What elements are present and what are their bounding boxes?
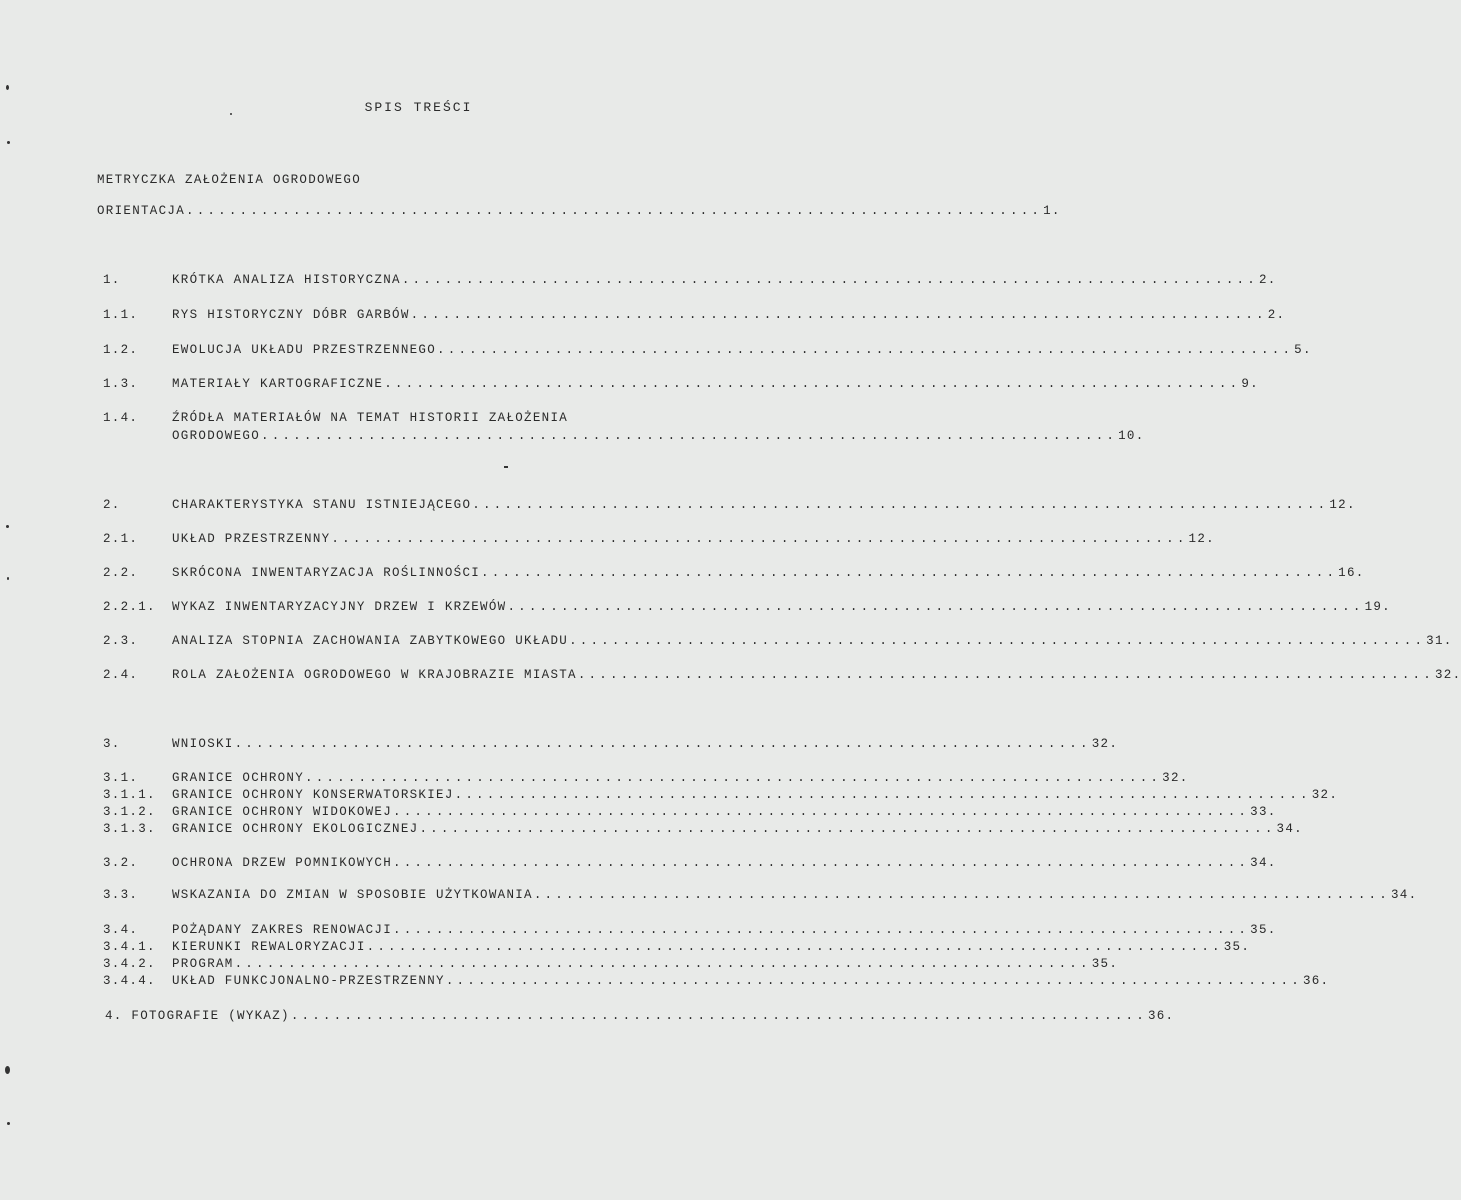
toc-number: 2.3. — [103, 634, 139, 648]
toc-number: 3.4. — [103, 923, 139, 937]
toc-leader-dots: ................................................................................ — [261, 429, 1118, 443]
toc-leader-dots: ................................................................................ — [186, 204, 1043, 218]
toc-label: ANALIZA STOPNIA ZACHOWANIA ZABYTKOWEGO UKŁADU — [172, 634, 569, 648]
toc-label: CHARAKTERYSTYKA STANU ISTNIEJĄCEGO — [172, 498, 472, 512]
toc-leader-dots: ................................................................................ — [393, 923, 1250, 937]
toc-page-number: 2. — [1267, 308, 1286, 322]
toc-entry — [172, 633, 1453, 649]
toc-number: 3.3. — [103, 888, 139, 902]
toc-page-number: 9. — [1241, 377, 1259, 391]
toc-page-number: 31. — [1426, 634, 1453, 648]
toc-number: 2.1. — [103, 532, 139, 546]
toc-number: 3.4.1. — [103, 940, 156, 954]
toc-label: EWOLUCJA UKŁADU PRZESTRZENNEGO — [172, 343, 437, 357]
toc-number: 3.4.2. — [103, 957, 156, 971]
toc-entry — [172, 787, 1339, 803]
toc-label: KIERUNKI REWALORYZACJI — [172, 940, 366, 954]
scan-speck — [7, 1122, 10, 1125]
toc-label: WNIOSKI — [172, 737, 234, 751]
toc-page-number: 36. — [1302, 974, 1330, 988]
toc-leader-dots: ................................................................................ — [437, 343, 1294, 357]
toc-page-number: 12. — [1188, 532, 1215, 546]
toc-leader-dots: ................................................................................ — [393, 856, 1250, 870]
toc-page-number: 32. — [1434, 668, 1461, 682]
toc-entry — [172, 770, 1189, 786]
toc-label: UKŁAD FUNKCJONALNO-PRZESTRZENNY — [172, 974, 445, 988]
toc-label: PROGRAM — [172, 957, 234, 971]
toc-entry — [172, 428, 1145, 444]
scan-speck — [7, 577, 9, 580]
toc-label: POŻĄDANY ZAKRES RENOWACJI — [172, 923, 393, 937]
toc-number: 2.2. — [103, 566, 139, 580]
toc-label-continued: OGRODOWEGO — [172, 429, 261, 443]
toc-entry — [172, 922, 1277, 938]
toc-leader-dots: ................................................................................ — [472, 498, 1329, 512]
toc-number: 3. — [103, 737, 121, 751]
toc-leader-dots: ................................................................................ — [569, 634, 1426, 648]
toc-entry — [172, 497, 1356, 513]
toc-page-number: 32. — [1091, 737, 1119, 751]
toc-label: SKRÓCONA INWENTARYZACJA ROŚLINNOŚCI — [172, 566, 481, 580]
toc-page-number: 34. — [1250, 856, 1277, 870]
toc-page-number: 34. — [1276, 822, 1303, 836]
toc-number: 3.1.3. — [103, 822, 156, 836]
toc-entry — [172, 342, 1312, 358]
toc-entry — [172, 531, 1215, 547]
toc-label: GRANICE OCHRONY EKOLOGICZNEJ — [172, 822, 419, 836]
toc-entry — [172, 956, 1119, 972]
toc-label: MATERIAŁY KARTOGRAFICZNE — [172, 377, 384, 391]
toc-number: 3.2. — [103, 856, 139, 870]
toc-page-number: 35. — [1223, 940, 1251, 954]
toc-leader-dots: ................................................................................ — [533, 888, 1390, 902]
toc-leader-dots: ................................................................................ — [445, 974, 1302, 988]
toc-entry — [172, 376, 1259, 392]
page-title: SPIS TREŚCI — [364, 100, 473, 115]
toc-number: 3.1.2. — [103, 805, 156, 819]
toc-page-number: 36. — [1147, 1009, 1175, 1023]
toc-entry — [172, 821, 1303, 837]
toc-page-number: 10. — [1118, 429, 1145, 443]
toc-leader-dots: ................................................................................ — [234, 737, 1091, 751]
toc-entry — [172, 939, 1251, 955]
toc-number: 1. — [103, 273, 121, 287]
scan-speck — [6, 525, 9, 528]
toc-label: KRÓTKA ANALIZA HISTORYCZNA — [172, 273, 401, 287]
toc-leader-dots: ................................................................................ — [419, 822, 1276, 836]
toc-label: UKŁAD PRZESTRZENNY — [172, 532, 331, 546]
toc-number: 1.3. — [103, 377, 139, 391]
toc-page-number: 12. — [1329, 498, 1356, 512]
toc-number: 2.2.1. — [103, 600, 156, 614]
toc-leader-dots: ................................................................................ — [384, 377, 1241, 391]
toc-leader-dots: ................................................................................ — [331, 532, 1188, 546]
toc-entry — [172, 667, 1461, 683]
toc-page-number: 32. — [1162, 771, 1189, 785]
toc-label: ORIENTACJA — [97, 204, 186, 218]
toc-page-number: 2. — [1258, 273, 1277, 287]
toc-page-number: 5. — [1294, 343, 1312, 357]
toc-number: 2.4. — [103, 668, 139, 682]
toc-label: WYKAZ INWENTARYZACYJNY DRZEW I KRZEWÓW — [172, 600, 507, 614]
toc-page-number: 19. — [1364, 600, 1391, 614]
toc-label: GRANICE OCHRONY KONSERWATORSKIEJ — [172, 788, 454, 802]
toc-entry-orientacja — [97, 203, 1061, 219]
toc-page-number: 1. — [1043, 204, 1061, 218]
toc-number: 1.1. — [103, 308, 139, 322]
scan-speck — [504, 466, 508, 468]
toc-page-number: 16. — [1338, 566, 1365, 580]
scan-speck — [7, 141, 10, 144]
toc-entry — [172, 736, 1119, 752]
scan-speck — [230, 113, 232, 115]
scan-speck — [5, 1066, 10, 1074]
toc-page-number: 35. — [1250, 923, 1277, 937]
toc-label: RYS HISTORYCZNY DÓBR GARBÓW — [172, 308, 410, 322]
toc-label: GRANICE OCHRONY WIDOKOWEJ — [172, 805, 393, 819]
toc-page-number: 33. — [1250, 805, 1277, 819]
toc-number: 2. — [103, 498, 121, 512]
toc-entry — [172, 307, 1286, 323]
toc-number: 1.4. — [103, 411, 139, 425]
scan-speck — [6, 85, 9, 90]
toc-entry — [172, 272, 1277, 288]
toc-label: ŹRÓDŁA MATERIAŁÓW NA TEMAT HISTORII ZAŁOŻENIA — [172, 411, 569, 425]
toc-label: ROLA ZAŁOŻENIA OGRODOWEGO W KRAJOBRAZIE MIASTA — [172, 668, 577, 682]
toc-entry — [172, 973, 1330, 989]
toc-number: 3.1. — [103, 771, 139, 785]
toc-leader-dots: ................................................................................ — [577, 668, 1434, 682]
toc-leader-dots: ................................................................................ — [366, 940, 1223, 954]
toc-number: 3.4.4. — [103, 974, 156, 988]
toc-page-number: 32. — [1311, 788, 1339, 802]
toc-leader-dots: ................................................................................ — [507, 600, 1364, 614]
header-line: METRYCZKA ZAŁOŻENIA OGRODOWEGO — [97, 173, 362, 187]
toc-label: GRANICE OCHRONY — [172, 771, 305, 785]
toc-leader-dots: ................................................................................ — [305, 771, 1162, 785]
toc-page-number: 35. — [1091, 957, 1119, 971]
toc-leader-dots: ................................................................................ — [290, 1009, 1147, 1023]
toc-page-number: 34. — [1390, 888, 1418, 902]
toc-entry-fotografie — [105, 1008, 1175, 1024]
toc-number: 1.2. — [103, 343, 139, 357]
toc-number: 3.1.1. — [103, 788, 156, 802]
toc-label: WSKAZANIA DO ZMIAN W SPOSOBIE UŻYTKOWANIA — [172, 888, 533, 902]
toc-leader-dots: ................................................................................ — [410, 308, 1267, 322]
toc-entry — [172, 804, 1277, 820]
toc-leader-dots: ................................................................................ — [393, 805, 1250, 819]
toc-leader-dots: ................................................................................ — [454, 788, 1311, 802]
toc-label: OCHRONA DRZEW POMNIKOWYCH — [172, 856, 393, 870]
toc-entry — [172, 887, 1418, 903]
toc-leader-dots: ................................................................................ — [234, 957, 1091, 971]
toc-label: 4. FOTOGRAFIE (WYKAZ) — [105, 1009, 290, 1023]
toc-leader-dots: ................................................................................ — [481, 566, 1338, 580]
toc-entry — [172, 565, 1365, 581]
toc-entry — [172, 855, 1277, 871]
toc-leader-dots: ................................................................................ — [401, 273, 1258, 287]
toc-entry — [172, 599, 1391, 615]
